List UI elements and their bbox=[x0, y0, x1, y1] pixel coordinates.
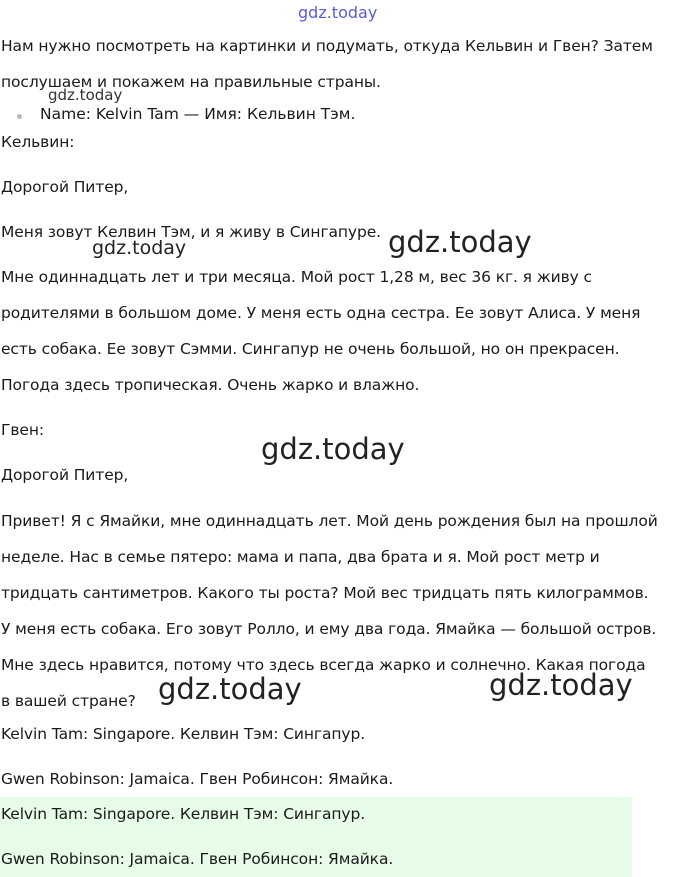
bullet-dot-icon bbox=[17, 114, 22, 119]
answer-gwen: Gwen Robinson: Jamaica. Гвен Робинсон: Ямайка. bbox=[1, 770, 394, 788]
watermark-medium: gdz.today bbox=[92, 237, 187, 259]
kelvin-line: Погода здесь тропическая. Очень жарко и влажно. bbox=[1, 376, 420, 394]
gwen-line: в вашей стране? bbox=[1, 692, 136, 710]
watermark-large: gdz.today bbox=[388, 225, 532, 259]
gwen-greeting: Дорогой Питер, bbox=[1, 466, 129, 484]
gwen-label: Гвен: bbox=[1, 421, 44, 439]
kelvin-greeting: Дорогой Питер, bbox=[1, 178, 129, 196]
answer-kelvin: Kelvin Tam: Singapore. Келвин Тэм: Сингапур. bbox=[1, 725, 366, 743]
gwen-line: неделе. Нас в семье пятеро: мама и папа, два брата и я. Мой рост метр и bbox=[1, 548, 600, 566]
bullet-item: Name: Kelvin Tam — Имя: Кельвин Тэм. bbox=[40, 105, 356, 123]
intro-line: Нам нужно посмотреть на картинки и подумать, откуда Кельвин и Гвен? Затем bbox=[1, 37, 653, 55]
watermark-large: gdz.today bbox=[261, 432, 405, 466]
watermark-large: gdz.today bbox=[158, 672, 302, 706]
kelvin-intro: Меня зовут Келвин Тэм, и я живу в Сингапуре. bbox=[1, 223, 381, 241]
highlighted-answer-gwen: Gwen Robinson: Jamaica. Гвен Робинсон: Ямайка. bbox=[1, 850, 394, 868]
kelvin-line: родителями в большом доме. У меня есть одна сестра. Ее зовут Алиса. У меня bbox=[1, 304, 641, 322]
watermark-small: gdz.today bbox=[48, 86, 123, 104]
intro-line: послушаем и покажем на правильные страны. bbox=[1, 73, 381, 91]
gwen-line: тридцать сантиметров. Какого ты роста? Мой вес тридцать пять килограммов. bbox=[1, 584, 649, 602]
gwen-line: Мне здесь нравится, потому что здесь всегда жарко и солнечно. Какая погода bbox=[1, 656, 646, 674]
kelvin-line: Мне одиннадцать лет и три месяца. Мой рост 1,28 м, вес 36 кг. я живу с bbox=[1, 268, 592, 286]
highlighted-answer-kelvin: Kelvin Tam: Singapore. Келвин Тэм: Сингапур. bbox=[1, 805, 366, 823]
gwen-line: У меня есть собака. Его зовут Ролло, и ему два года. Ямайка — большой остров. bbox=[1, 620, 657, 638]
watermark-top: gdz.today bbox=[298, 3, 378, 22]
gwen-line: Привет! Я с Ямайки, мне одиннадцать лет. Мой день рождения был на прошлой bbox=[1, 512, 658, 530]
kelvin-label: Кельвин: bbox=[1, 133, 75, 151]
kelvin-letter bbox=[1, 259, 677, 403]
kelvin-line: есть собака. Ее зовут Сэмми. Сингапур не очень большой, но он прекрасен. bbox=[1, 340, 620, 358]
watermark-large: gdz.today bbox=[489, 668, 633, 702]
